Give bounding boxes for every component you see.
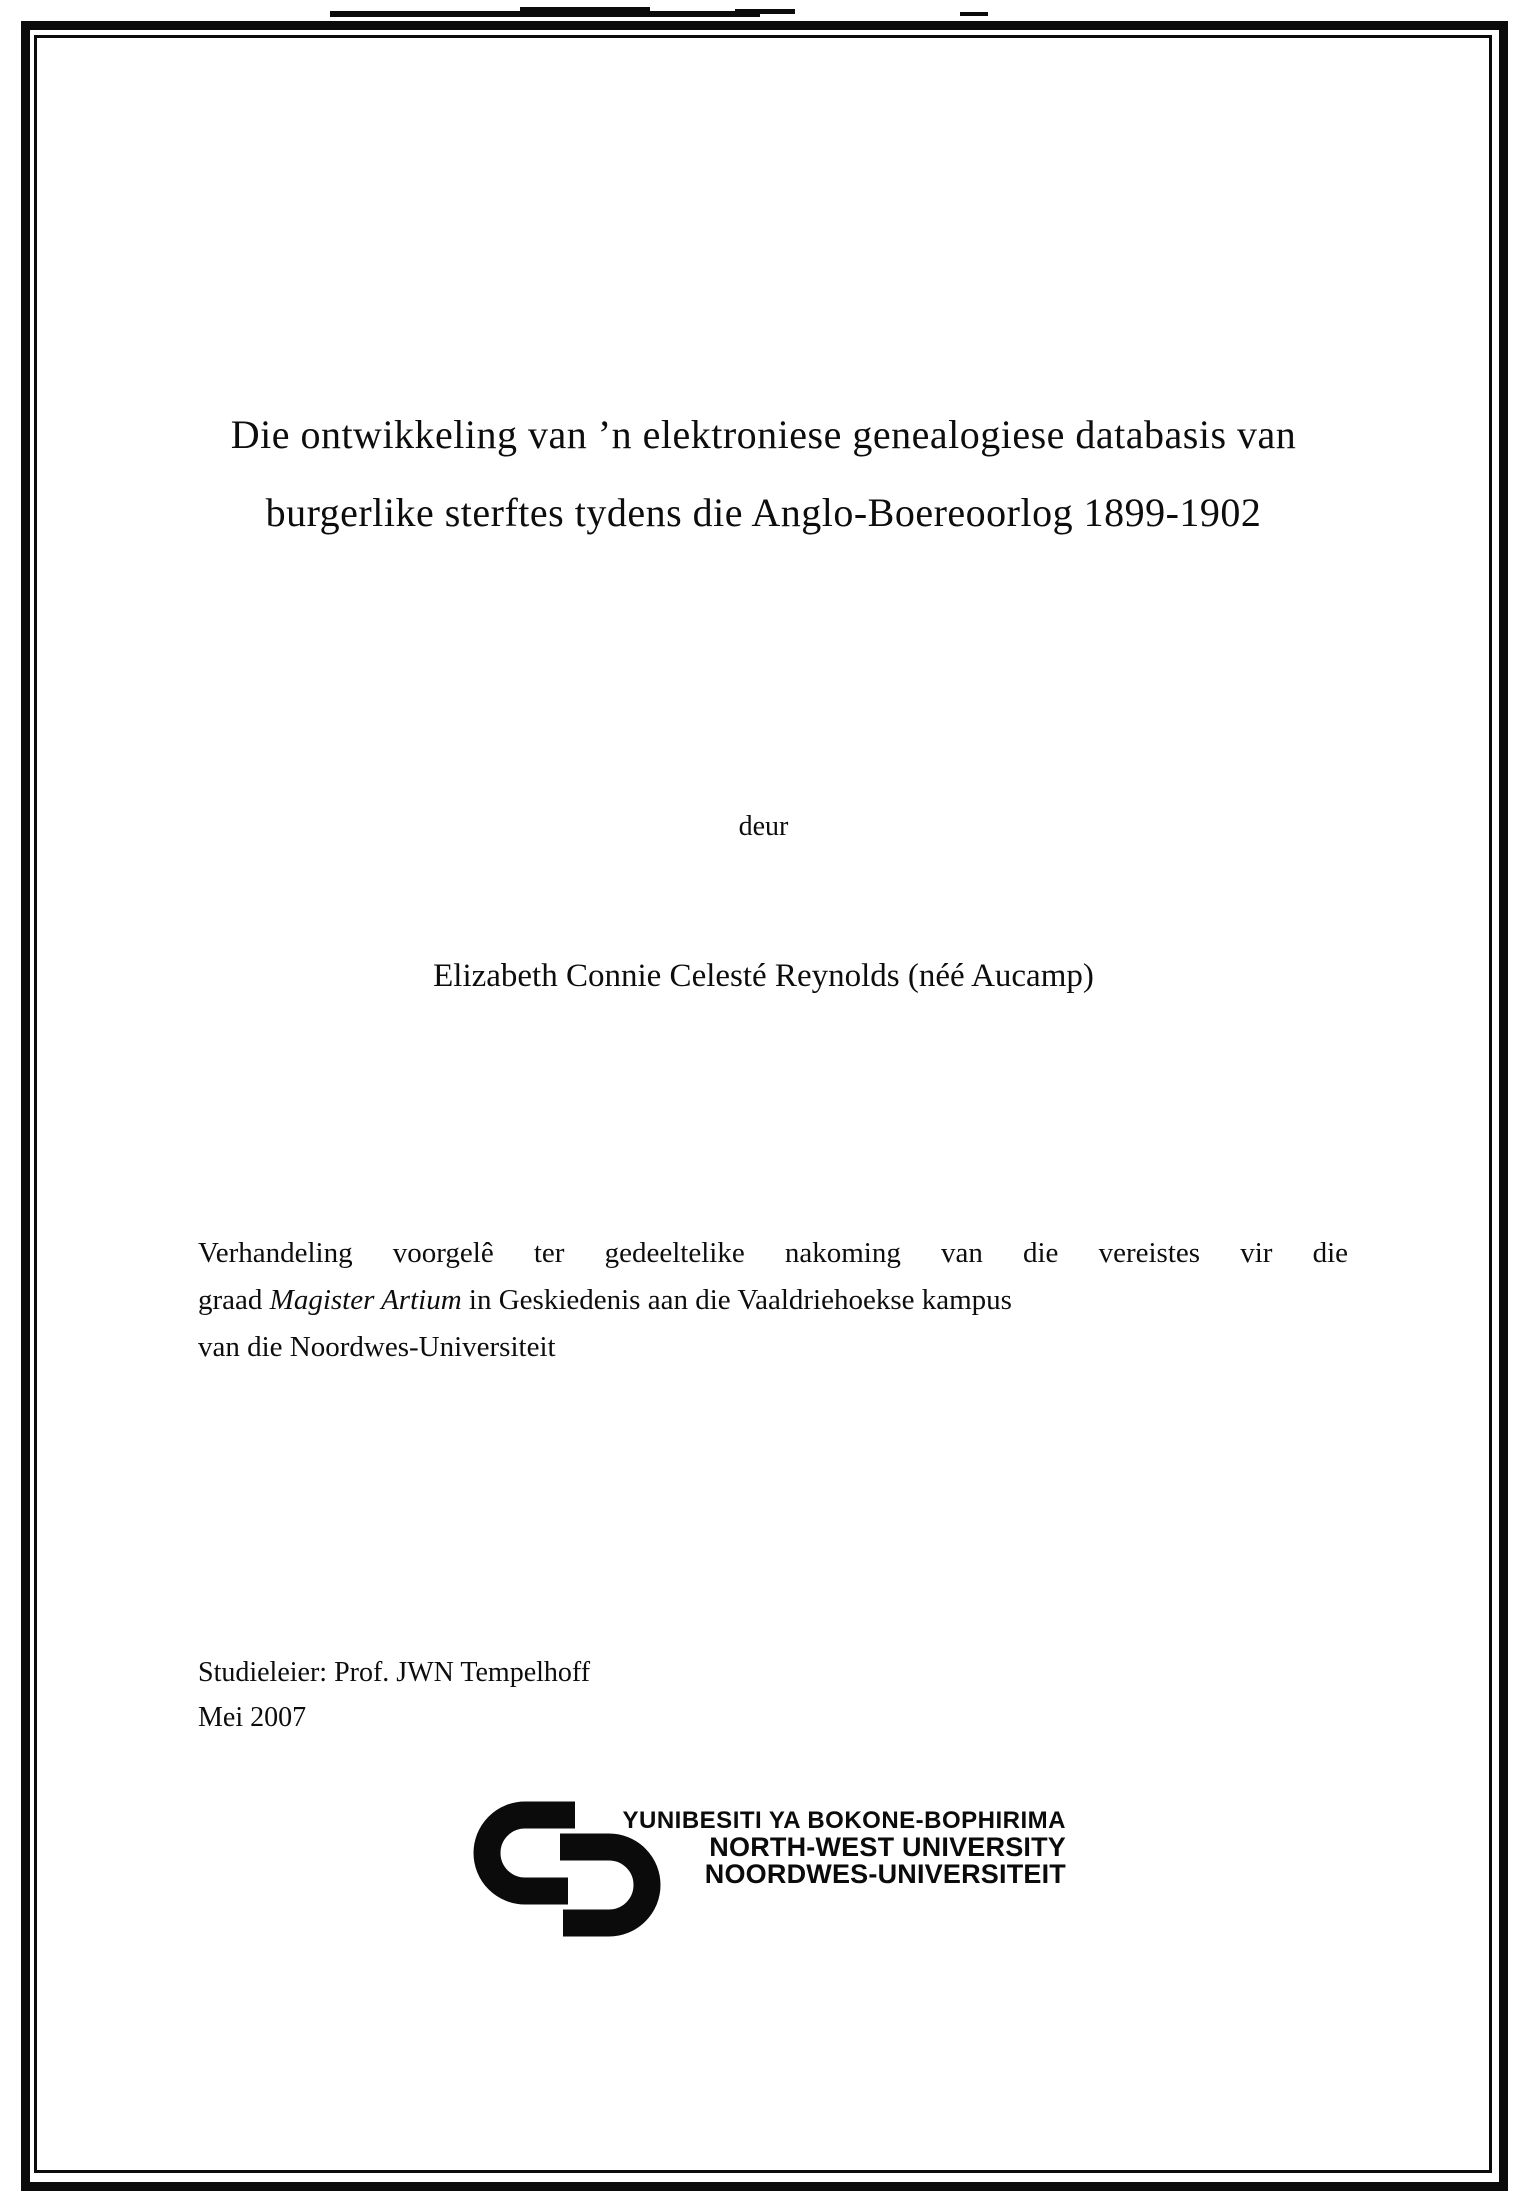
degree-statement-line1: Verhandeling voorgelê ter gedeeltelike nakoming van die vereistes vir die (198, 1237, 1348, 1269)
logo-text-afrikaans: NOORDWES-UNIVERSITEIT (704, 1859, 1066, 1889)
scan-artifact (520, 7, 650, 12)
supervisor-block (198, 1650, 590, 1740)
degree-name-italic: Magister Artium (269, 1284, 462, 1316)
byline: deur (738, 811, 789, 842)
thesis-title (60, 396, 1467, 552)
degree-statement (198, 1230, 1348, 1371)
logo-text-english: NORTH-WEST UNIVERSITY (709, 1832, 1066, 1862)
thesis-title-line2: burgerlike sterftes tydens die Anglo-Boereoorlog 1899-1902 (265, 490, 1262, 535)
scan-artifact (735, 9, 795, 14)
thesis-title-line1: Die ontwikkeling van ’n elektroniese genealogiese databasis van (230, 412, 1297, 457)
author-name: Elizabeth Connie Celesté Reynolds (néé Aucamp) (433, 958, 1094, 994)
scan-artifact (960, 12, 988, 16)
degree-statement-line2-post: in Geskiedenis aan die Vaaldriehoekse kampus (461, 1284, 1012, 1316)
logo-text-setswana: YUNIBESITI YA BOKONE-BOPHIRIMA (622, 1807, 1066, 1834)
date-line: Mei 2007 (198, 1702, 307, 1733)
degree-statement-line2-pre: graad (198, 1284, 270, 1316)
university-logo (472, 1800, 1072, 1940)
degree-statement-line3: van die Noordwes-Universiteit (198, 1331, 556, 1363)
supervisor-line: Studieleier: Prof. JWN Tempelhoff (198, 1657, 591, 1688)
degree-statement-line2 (198, 1277, 1348, 1324)
university-logo-text (580, 1808, 1066, 1888)
